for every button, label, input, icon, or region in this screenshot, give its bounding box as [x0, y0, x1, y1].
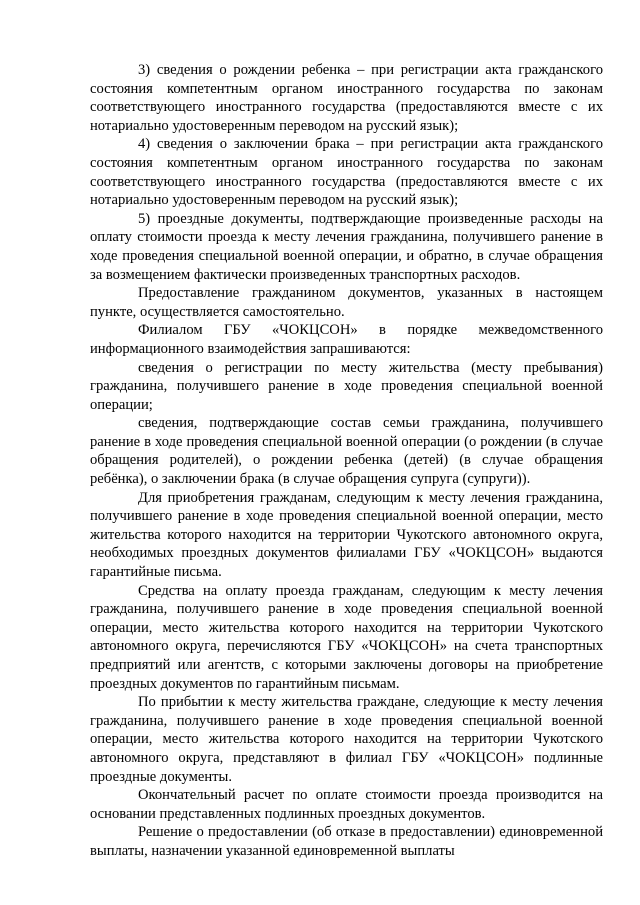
paragraph-final-settlement: Окончательный расчет по оплате стоимости проезда производится на основании представленных подлинных проездных документов. [90, 787, 603, 822]
paragraph-original-documents: По прибытии к месту жительства граждане, следующие к месту лечения гражданина, получившего ранение в ходе проведения специальной военной операции, место жительства которого находится на территории Чукотского автономного округа, представляют в филиал ГБУ «ЧОКЦСОН» подлинные проездные документы. [90, 694, 603, 785]
paragraph-interagency-request: Филиалом ГБУ «ЧОКЦСОН» в порядке межведомственного информационного взаимодействия запрашиваются: [90, 322, 603, 357]
paragraph-payment-transfer: Средства на оплату проезда гражданам, следующим к месту лечения гражданина, получившего ранение в ходе проведения специальной военной операции, место жительства которого находится на территории Чукотского автономного округа, перечисляются ГБУ «ЧОКЦСОН» на счета транспортных предприятий или агентств, с которыми заключены договоры на приобретение проездных документов по гарантийным письмам. [90, 582, 603, 692]
paragraph-guarantee-letters: Для приобретения гражданам, следующим к месту лечения гражданина, получившего ранение в ходе проведения специальной военной операции, место жительства которого находится на территории Чукотского автономного округа, необходимых проездных документов филиалами ГБУ «ЧОКЦСОН» выдаются гарантийные письма. [90, 489, 603, 581]
paragraph-family-composition: сведения, подтверждающие состав семьи гражданина, получившего ранение в ходе проведения специальной военной операции (о рождении (в случае обращения родителей), о рождении ребенка (детей) (в случае обращения ребёнка), о заключении брака (в случае обращения супруга (супруги)). [90, 415, 603, 488]
document-page [90, 61, 603, 861]
paragraph-travel-documents: 5) проездные документы, подтверждающие произведенные расходы на оплату стоимости проезда к месту лечения гражданина, получившего ранение в ходе проведения специальной военной операции, и обратно, в случае обращения за возмещением фактически произведенных транспортных расходов. [90, 210, 603, 283]
paragraph-marriage-info: 4) сведения о заключении брака – при регистрации акта гражданского состояния компетентным органом иностранного государства по законам соответствующего иностранного государства (предоставляются вместе с их нотариально удостоверенным переводом на русский язык); [90, 136, 603, 209]
paragraph-decision: Решение о предоставлении (об отказе в предоставлении) единовременной выплаты, назначении указанной единовременной выплаты [90, 824, 603, 859]
paragraph-self-submission: Предоставление гражданином документов, указанных в настоящем пункте, осуществляется самостоятельно. [90, 285, 603, 320]
paragraph-registration-info: сведения о регистрации по месту жительства (месту пребывания) гражданина, получившего ранение в ходе проведения специальной военной операции; [90, 359, 603, 413]
paragraph-birth-info: 3) сведения о рождении ребенка – при регистрации акта гражданского состояния компетентным органом иностранного государства по законам соответствующего иностранного государства (предоставляются вместе с их нотариально удостоверенным переводом на русский язык); [90, 62, 603, 134]
